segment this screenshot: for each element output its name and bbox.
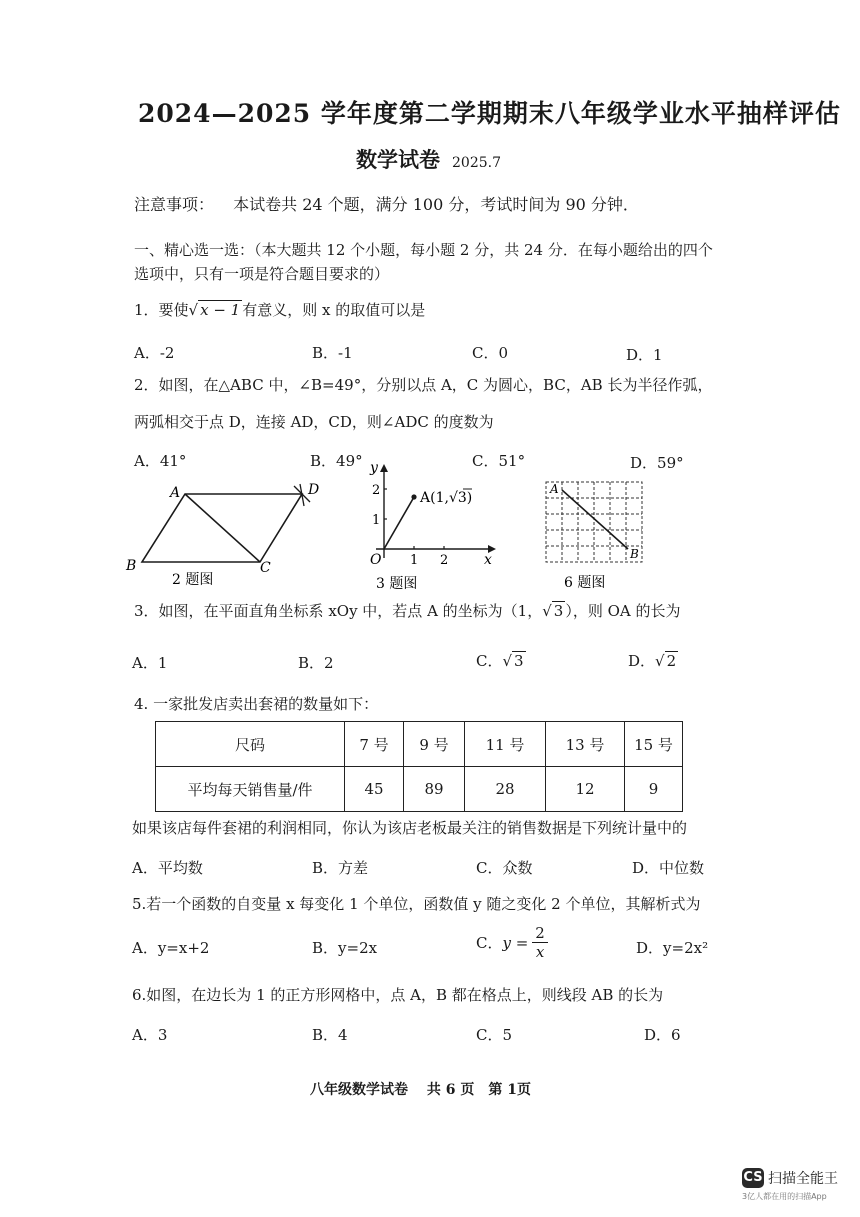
q1-option-a: A．-2 [134, 344, 175, 362]
exam-date: 2025.7 [452, 155, 501, 171]
section1-line1: 一、精心选一选：（本大题共 12 个小题，每小题 2 分，共 24 分．在每小题给出的四个 [134, 241, 713, 259]
y-tick-2: 2 [372, 483, 381, 498]
q2-option-d: D．59° [630, 454, 684, 472]
q4-stem: 4. 一家批发店卖出套裙的数量如下： [134, 695, 379, 713]
table-row [156, 767, 683, 812]
q3-option-c-radical: √ 3 [502, 652, 524, 670]
fig3-caption: 3 题图 [376, 576, 418, 592]
q3-option-d-radical: √ 2 [655, 652, 677, 670]
q1-pre: 1．要使 [134, 301, 189, 319]
figure-q2 [122, 476, 332, 591]
q5-option-c [476, 924, 548, 961]
fig2-label-c: C [260, 560, 271, 576]
q3-option-c-root: 3 [514, 652, 524, 670]
q3-radical: √ 3 [542, 602, 564, 620]
point-a-root: 3 [457, 490, 467, 506]
figure-q6 [538, 474, 650, 596]
fig2-label-d: D [308, 482, 320, 498]
q4-option-c: C．众数 [476, 859, 533, 877]
q1-radical: √ x − 1 [188, 301, 241, 319]
q5-option-c-lhs: y = [502, 933, 529, 952]
table-cell: 15 号 [625, 722, 683, 767]
point-a-label-pre: A(1, [420, 490, 449, 506]
table-cell: 9 号 [404, 722, 465, 767]
table-cell: 11 号 [465, 722, 546, 767]
q1-option-d: D．1 [626, 346, 663, 364]
fig2-label-a: A [170, 485, 181, 501]
q2-option-c: C．51° [472, 452, 526, 470]
watermark-brand: 扫描全能王 [768, 1171, 838, 1187]
fig2-label-b: B [126, 558, 137, 574]
q3-root: 3 [553, 602, 564, 620]
point-a-close: ) [466, 490, 473, 506]
q4-sales-table [155, 721, 683, 812]
q6-option-a: A．3 [132, 1026, 168, 1044]
diagonal-ac [185, 494, 260, 562]
scanner-watermark [742, 1168, 838, 1202]
point-a-radical: √ [448, 490, 458, 506]
q1-option-b: B．-1 [312, 344, 353, 362]
fig6-label-b: B [630, 547, 639, 561]
cs-logo-icon: CS [742, 1168, 764, 1188]
q2-line2: 两弧相交于点 D，连接 AD，CD，则∠ADC 的度数为 [134, 413, 494, 431]
table-cell: 尺码 [156, 722, 345, 767]
q5-option-a: A．y=x+2 [132, 939, 210, 957]
q4-option-a: A．平均数 [132, 859, 203, 877]
exam-title: 2024—2025 学年度第二学期期末八年级学业水平抽样评估 [138, 99, 841, 128]
q4-option-b: B．方差 [312, 859, 369, 877]
q5-option-d: D．y=2x² [636, 939, 709, 957]
q2-option-b: B．49° [310, 452, 363, 470]
table-cell: 7 号 [345, 722, 404, 767]
q5-stem: 5.若一个函数的自变量 x 每变化 1 个单位，函数值 y 随之变化 2 个单位，其解析式为 [132, 895, 701, 913]
notice-text: 本试卷共 24 个题，满分 100 分，考试时间为 90 分钟． [233, 195, 639, 214]
figure-q3 [346, 458, 506, 598]
point-a-label [419, 490, 472, 506]
table-cell: 28 [465, 767, 546, 812]
axis-label-x: x [484, 552, 492, 568]
q5-fraction-denominator: x [535, 943, 545, 961]
table-cell: 12 [546, 767, 625, 812]
q3-option-c-pre: C． [476, 652, 503, 670]
origin-label: O [370, 552, 382, 568]
exam-subtitle [356, 144, 501, 174]
notice [134, 195, 639, 215]
q1-stem [134, 300, 425, 320]
section1-line2: 选项中，只有一项是符合题目要求的） [134, 265, 390, 283]
q2-line1: 2．如图，在△ABC 中，∠B=49°，分别以点 A，C 为圆心，BC，AB 长为半径作弧， [134, 376, 713, 394]
q4-option-d: D．中位数 [632, 859, 705, 877]
q3-option-d-root: 2 [666, 652, 677, 670]
q4-question: 如果该店每件套裙的利润相同，你认为该店老板最关注的销售数据是下列统计量中的 [132, 819, 688, 837]
q6-option-b: B．4 [312, 1026, 348, 1044]
point-a [411, 494, 416, 499]
table-cell: 89 [404, 767, 465, 812]
q3-stem [134, 601, 681, 621]
fig6-caption: 6 题图 [564, 575, 606, 591]
table-row [156, 722, 683, 767]
q3-option-c [476, 650, 526, 671]
q5-option-c-pre: C． [476, 934, 503, 952]
page-footer: 八年级数学试卷 共 6 页 第 1页 [310, 1082, 531, 1098]
q1-option-c: C．0 [472, 344, 509, 362]
q6-stem: 6.如图，在边长为 1 的正方形网格中，点 A，B 都在格点上，则线段 AB 的长为 [132, 986, 664, 1004]
notice-label: 注意事项： [134, 195, 215, 214]
x-tick-1: 1 [410, 553, 419, 568]
segment-oa [384, 497, 414, 549]
y-tick-1: 1 [372, 513, 381, 528]
watermark-tagline: 3亿人都在用的扫描App [742, 1192, 827, 1201]
q3-option-a: A．1 [132, 654, 168, 672]
axis-label-y: y [370, 460, 378, 476]
q3-pre: 3．如图，在平面直角坐标系 xOy 中，若点 A 的坐标为（1， [134, 602, 543, 620]
grid [546, 482, 642, 562]
q2-option-a: A．41° [134, 452, 187, 470]
q1-radicand: x − 1 [200, 301, 241, 319]
watermark-row [742, 1168, 838, 1188]
q5-fraction-numerator: 2 [532, 924, 548, 943]
q3-option-d-pre: D． [628, 652, 656, 670]
table-cell: 平均每天销售量/件 [156, 767, 345, 812]
table-cell: 45 [345, 767, 404, 812]
q3-post: ），则 OA 的长为 [565, 602, 681, 620]
x-tick-2: 2 [440, 553, 449, 568]
subtitle-text: 数学试卷 [356, 147, 440, 172]
q5-fraction [532, 924, 548, 961]
q3-option-b: B．2 [298, 654, 334, 672]
table-cell: 13 号 [546, 722, 625, 767]
q3-option-d [628, 650, 678, 671]
table-cell: 9 [625, 767, 683, 812]
q1-post: 有意义，则 x 的取值可以是 [242, 301, 426, 319]
q6-option-c: C．5 [476, 1026, 513, 1044]
q5-option-b: B．y=2x [312, 939, 378, 957]
y-axis-arrow [380, 464, 388, 472]
segment-ab [562, 490, 628, 549]
fig6-label-a: A [550, 482, 559, 496]
fig2-caption: 2 题图 [172, 572, 214, 588]
q6-option-d: D．6 [644, 1026, 681, 1044]
